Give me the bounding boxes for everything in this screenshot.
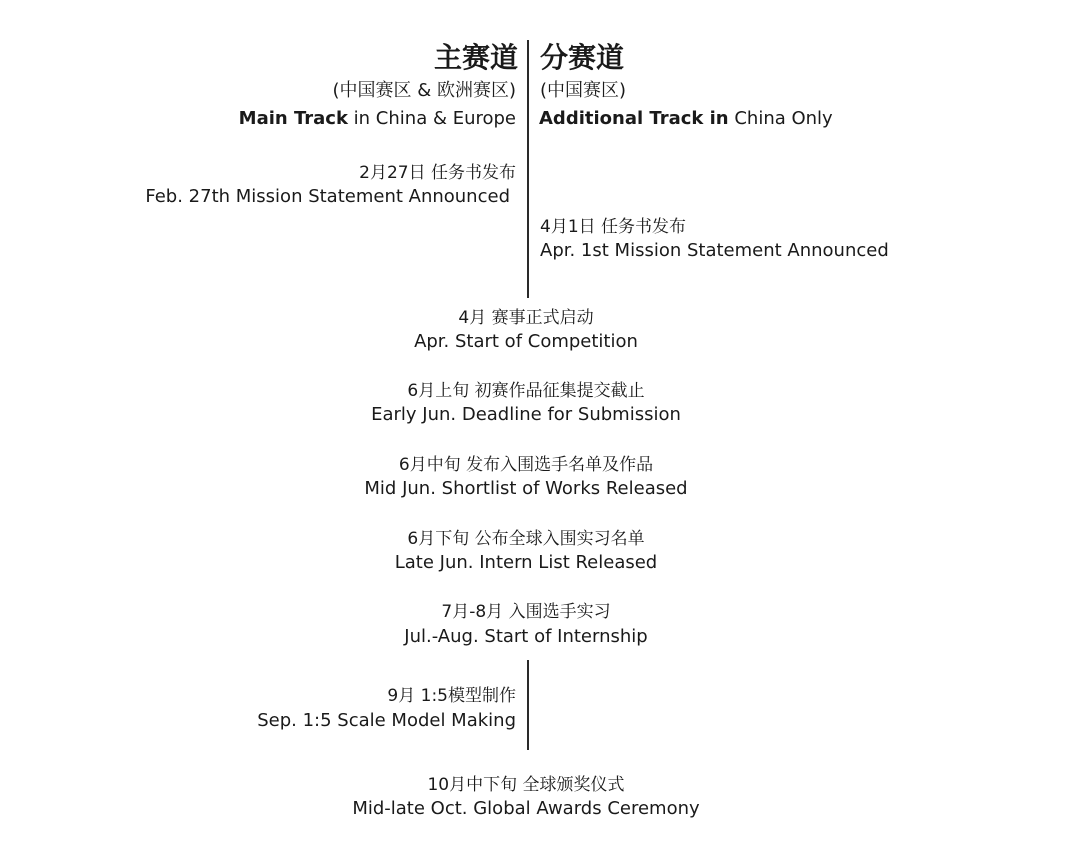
track-divider-top [527, 40, 529, 298]
additional-track-title-en-bold: Additional Track in [539, 108, 729, 129]
additional-mission-cn: 4月1日 任务书发布 [540, 217, 687, 237]
additional-mission-en: Apr. 1st Mission Statement Announced [540, 240, 889, 261]
main-mission-cn: 2月27日 任务书发布 [359, 163, 516, 183]
model-en: Sep. 1:5 Scale Model Making [257, 710, 516, 731]
shortlist-cn: 6月中旬 发布入围选手名单及作品 [398, 455, 654, 475]
main-track-title-cn: 主赛道 [433, 41, 518, 74]
additional-track-title-en [539, 110, 833, 128]
internship-en: Jul.-Aug. Start of Internship [404, 626, 648, 647]
additional-track-title-cn: 分赛道 [540, 41, 625, 74]
awards-cn: 10月中下旬 全球颁奖仪式 [427, 775, 625, 795]
additional-track-title-en-rest: China Only [728, 108, 833, 129]
internship-cn: 7月-8月 入围选手实习 [441, 602, 611, 622]
awards-en: Mid-late Oct. Global Awards Ceremony [352, 798, 700, 819]
intern-list-en: Late Jun. Intern List Released [394, 552, 658, 573]
deadline-en: Early Jun. Deadline for Submission [371, 404, 681, 425]
additional-track-region: (中国赛区) [540, 80, 627, 101]
shortlist-en: Mid Jun. Shortlist of Works Released [364, 478, 688, 499]
main-track-title-en [239, 110, 516, 128]
intern-list-cn: 6月下旬 公布全球入围实习名单 [407, 529, 645, 549]
start-cn: 4月 赛事正式启动 [458, 308, 594, 328]
deadline-cn: 6月上旬 初赛作品征集提交截止 [407, 381, 645, 401]
main-track-title-en-rest: in China & Europe [347, 108, 516, 129]
model-cn: 9月 1:5模型制作 [387, 686, 516, 706]
start-en: Apr. Start of Competition [414, 331, 638, 352]
main-track-title-en-bold: Main Track [238, 108, 348, 129]
track-divider-bottom [527, 660, 529, 750]
main-mission-en: Feb. 27th Mission Statement Announced [145, 186, 510, 207]
main-track-region: (中国赛区 & 欧洲赛区) [332, 80, 516, 101]
